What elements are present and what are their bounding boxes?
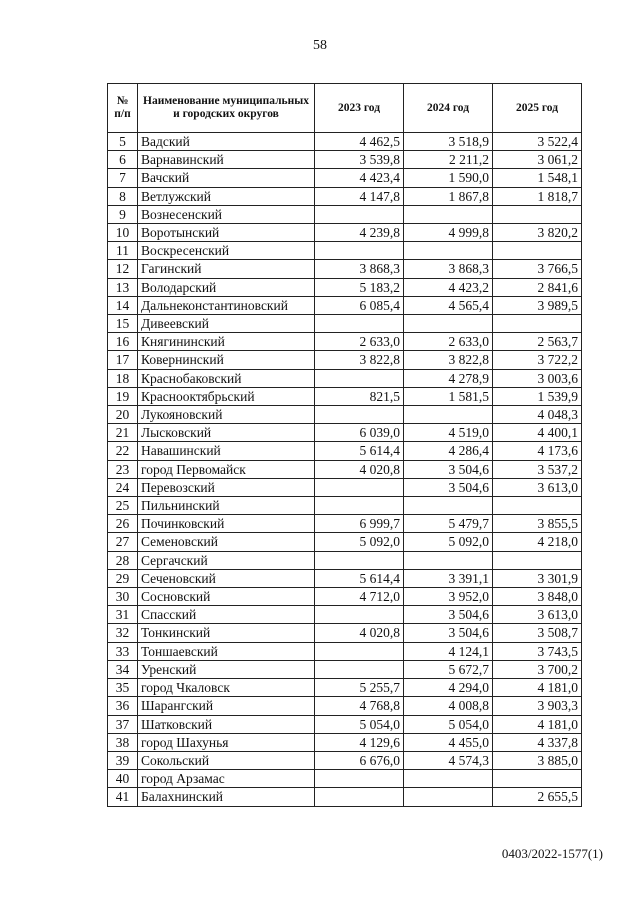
value-2024: 5 672,7 [404,660,493,678]
table-row [108,697,582,715]
municipality-name: Гагинский [138,260,315,278]
value-2025: 3 537,2 [493,460,582,478]
value-2024 [404,406,493,424]
municipality-name: Семеновский [138,533,315,551]
value-2024: 5 092,0 [404,533,493,551]
municipality-name: Сергачский [138,551,315,569]
municipality-name: Тонкинский [138,624,315,642]
value-2024 [404,242,493,260]
value-2023 [315,205,404,223]
value-2023: 4 712,0 [315,588,404,606]
municipality-name: Ветлужский [138,187,315,205]
value-2025: 4 400,1 [493,424,582,442]
value-2025: 1 539,9 [493,387,582,405]
row-number: 10 [108,224,138,242]
row-number: 24 [108,478,138,496]
value-2023 [315,551,404,569]
value-2025: 2 841,6 [493,278,582,296]
value-2023: 4 020,8 [315,624,404,642]
value-2023: 3 868,3 [315,260,404,278]
table-row [108,442,582,460]
value-2024: 5 054,0 [404,715,493,733]
table-row [108,387,582,405]
value-2023 [315,369,404,387]
value-2025: 4 048,3 [493,406,582,424]
municipality-name: город Арзамас [138,770,315,788]
value-2025: 3 848,0 [493,588,582,606]
value-2024: 3 391,1 [404,569,493,587]
table-row [108,424,582,442]
municipality-name: Сокольский [138,751,315,769]
table-row [108,151,582,169]
value-2025: 3 003,6 [493,369,582,387]
value-2023: 821,5 [315,387,404,405]
table-row [108,260,582,278]
municipality-name: Дивеевский [138,315,315,333]
municipality-name: Перевозский [138,478,315,496]
municipality-name: Краснооктябрьский [138,387,315,405]
value-2024 [404,788,493,806]
row-number: 36 [108,697,138,715]
table-header-row [108,84,582,133]
municipality-name: Шатковский [138,715,315,733]
value-2024 [404,205,493,223]
value-2024: 3 822,8 [404,351,493,369]
value-2023: 3 539,8 [315,151,404,169]
row-number: 5 [108,133,138,151]
value-2023 [315,642,404,660]
value-2025: 4 218,0 [493,533,582,551]
row-number: 40 [108,770,138,788]
value-2024: 4 455,0 [404,733,493,751]
value-2025 [493,770,582,788]
header-name: Наименование муниципальных и городских округов [138,84,315,133]
table-row [108,606,582,624]
document-code: 0403/2022-1577(1) [501,846,603,861]
value-2023 [315,242,404,260]
value-2023: 5 054,0 [315,715,404,733]
municipality-name: Володарский [138,278,315,296]
row-number: 28 [108,551,138,569]
value-2025 [493,551,582,569]
value-2024 [404,770,493,788]
value-2024: 3 504,6 [404,478,493,496]
page-number: 58 [313,38,327,53]
municipality-name: город Шахунья [138,733,315,751]
value-2024: 3 504,6 [404,624,493,642]
value-2024: 4 565,4 [404,296,493,314]
municipality-name: Воротынский [138,224,315,242]
value-2025: 1 818,7 [493,187,582,205]
value-2025 [493,242,582,260]
value-2024: 3 504,6 [404,606,493,624]
value-2025: 3 855,5 [493,515,582,533]
table-row [108,169,582,187]
value-2025: 2 655,5 [493,788,582,806]
table-row [108,533,582,551]
row-number: 39 [108,751,138,769]
value-2024 [404,551,493,569]
value-2024 [404,315,493,333]
value-2024: 4 423,2 [404,278,493,296]
municipality-name: Сеченовский [138,569,315,587]
row-number: 23 [108,460,138,478]
value-2025 [493,315,582,333]
municipality-name: Вознесенский [138,205,315,223]
table-row [108,296,582,314]
value-2023: 6 039,0 [315,424,404,442]
table-row [108,242,582,260]
table-row [108,679,582,697]
value-2024 [404,497,493,515]
value-2024: 4 294,0 [404,679,493,697]
table-row [108,770,582,788]
value-2023: 4 423,4 [315,169,404,187]
value-2025: 4 337,8 [493,733,582,751]
value-2024: 1 581,5 [404,387,493,405]
row-number: 11 [108,242,138,260]
row-number: 38 [108,733,138,751]
municipality-name: Починковский [138,515,315,533]
municipality-name: Ковернинский [138,351,315,369]
value-2023 [315,770,404,788]
municipality-name: Княгининский [138,333,315,351]
row-number: 33 [108,642,138,660]
value-2025: 3 885,0 [493,751,582,769]
table-row [108,460,582,478]
table-row [108,660,582,678]
row-number: 35 [108,679,138,697]
row-number: 22 [108,442,138,460]
municipality-name: Балахнинский [138,788,315,806]
value-2024: 1 867,8 [404,187,493,205]
value-2023 [315,497,404,515]
value-2025 [493,497,582,515]
table-row [108,569,582,587]
value-2025: 4 181,0 [493,715,582,733]
value-2025: 3 766,5 [493,260,582,278]
value-2024: 2 211,2 [404,151,493,169]
row-number: 8 [108,187,138,205]
row-number: 41 [108,788,138,806]
value-2023: 4 768,8 [315,697,404,715]
value-2023: 4 462,5 [315,133,404,151]
table-row [108,497,582,515]
table-row [108,588,582,606]
value-2023: 5 255,7 [315,679,404,697]
value-2025: 3 508,7 [493,624,582,642]
municipality-name: Пильнинский [138,497,315,515]
value-2023: 2 633,0 [315,333,404,351]
value-2024: 1 590,0 [404,169,493,187]
header-2025: 2025 год [493,84,582,133]
value-2025: 4 181,0 [493,679,582,697]
table-row [108,406,582,424]
value-2025: 3 743,5 [493,642,582,660]
row-number: 13 [108,278,138,296]
value-2023 [315,315,404,333]
value-2023 [315,606,404,624]
row-number: 37 [108,715,138,733]
municipality-name: Воскресенский [138,242,315,260]
value-2025 [493,205,582,223]
row-number: 6 [108,151,138,169]
value-2024: 4 278,9 [404,369,493,387]
value-2025: 3 301,9 [493,569,582,587]
row-number: 20 [108,406,138,424]
row-number: 15 [108,315,138,333]
table-row [108,333,582,351]
table-row [108,315,582,333]
value-2024: 4 286,4 [404,442,493,460]
value-2025: 1 548,1 [493,169,582,187]
header-2024: 2024 год [404,84,493,133]
table-row [108,351,582,369]
municipality-name: Вачский [138,169,315,187]
row-number: 19 [108,387,138,405]
value-2024: 5 479,7 [404,515,493,533]
table-row [108,133,582,151]
value-2023 [315,478,404,496]
table-row [108,278,582,296]
value-2024: 4 124,1 [404,642,493,660]
value-2023: 5 183,2 [315,278,404,296]
value-2025: 2 563,7 [493,333,582,351]
row-number: 12 [108,260,138,278]
municipality-name: Навашинский [138,442,315,460]
row-number: 27 [108,533,138,551]
value-2023 [315,788,404,806]
value-2024: 4 574,3 [404,751,493,769]
municipality-name: Краснобаковский [138,369,315,387]
municipality-name: Лысковский [138,424,315,442]
value-2025: 3 613,0 [493,606,582,624]
header-2023: 2023 год [315,84,404,133]
row-number: 26 [108,515,138,533]
value-2025: 4 173,6 [493,442,582,460]
value-2023: 4 020,8 [315,460,404,478]
table-row [108,642,582,660]
row-number: 34 [108,660,138,678]
row-number: 14 [108,296,138,314]
table-row [108,751,582,769]
value-2023: 6 085,4 [315,296,404,314]
municipality-name: Спасский [138,606,315,624]
row-number: 29 [108,569,138,587]
municipality-name: Лукояновский [138,406,315,424]
value-2024: 2 633,0 [404,333,493,351]
table-row [108,187,582,205]
value-2024: 4 519,0 [404,424,493,442]
value-2023: 5 614,4 [315,569,404,587]
row-number: 16 [108,333,138,351]
value-2023 [315,406,404,424]
municipality-name: город Чкаловск [138,679,315,697]
value-2025: 3 522,4 [493,133,582,151]
value-2023: 4 129,6 [315,733,404,751]
value-2025: 3 903,3 [493,697,582,715]
value-2025: 3 061,2 [493,151,582,169]
municipality-name: Дальнеконстантиновский [138,296,315,314]
value-2023: 6 999,7 [315,515,404,533]
value-2023: 4 147,8 [315,187,404,205]
table-row [108,369,582,387]
table-row [108,224,582,242]
row-number: 7 [108,169,138,187]
value-2024: 3 518,9 [404,133,493,151]
value-2023: 3 822,8 [315,351,404,369]
table-row [108,478,582,496]
value-2023: 6 676,0 [315,751,404,769]
row-number: 9 [108,205,138,223]
table-row [108,733,582,751]
municipality-name: Уренский [138,660,315,678]
value-2025: 3 700,2 [493,660,582,678]
value-2025: 3 820,2 [493,224,582,242]
value-2023 [315,660,404,678]
table-row [108,715,582,733]
table-row [108,205,582,223]
value-2025: 3 722,2 [493,351,582,369]
table-row [108,551,582,569]
budget-table [107,83,582,807]
table-row [108,624,582,642]
table-body [108,133,582,807]
value-2023: 5 614,4 [315,442,404,460]
table-row [108,515,582,533]
header-num: № п/п [108,84,138,133]
row-number: 17 [108,351,138,369]
municipality-name: Сосновский [138,588,315,606]
municipality-name: Варнавинский [138,151,315,169]
value-2023: 4 239,8 [315,224,404,242]
row-number: 25 [108,497,138,515]
row-number: 32 [108,624,138,642]
value-2025: 3 613,0 [493,478,582,496]
value-2024: 4 999,8 [404,224,493,242]
row-number: 30 [108,588,138,606]
municipality-name: Вадский [138,133,315,151]
municipality-name: Тоншаевский [138,642,315,660]
row-number: 31 [108,606,138,624]
value-2024: 3 868,3 [404,260,493,278]
value-2024: 4 008,8 [404,697,493,715]
row-number: 18 [108,369,138,387]
value-2023: 5 092,0 [315,533,404,551]
municipality-name: Шарангский [138,697,315,715]
value-2024: 3 504,6 [404,460,493,478]
table-row [108,788,582,806]
municipality-name: город Первомайск [138,460,315,478]
value-2024: 3 952,0 [404,588,493,606]
value-2025: 3 989,5 [493,296,582,314]
row-number: 21 [108,424,138,442]
